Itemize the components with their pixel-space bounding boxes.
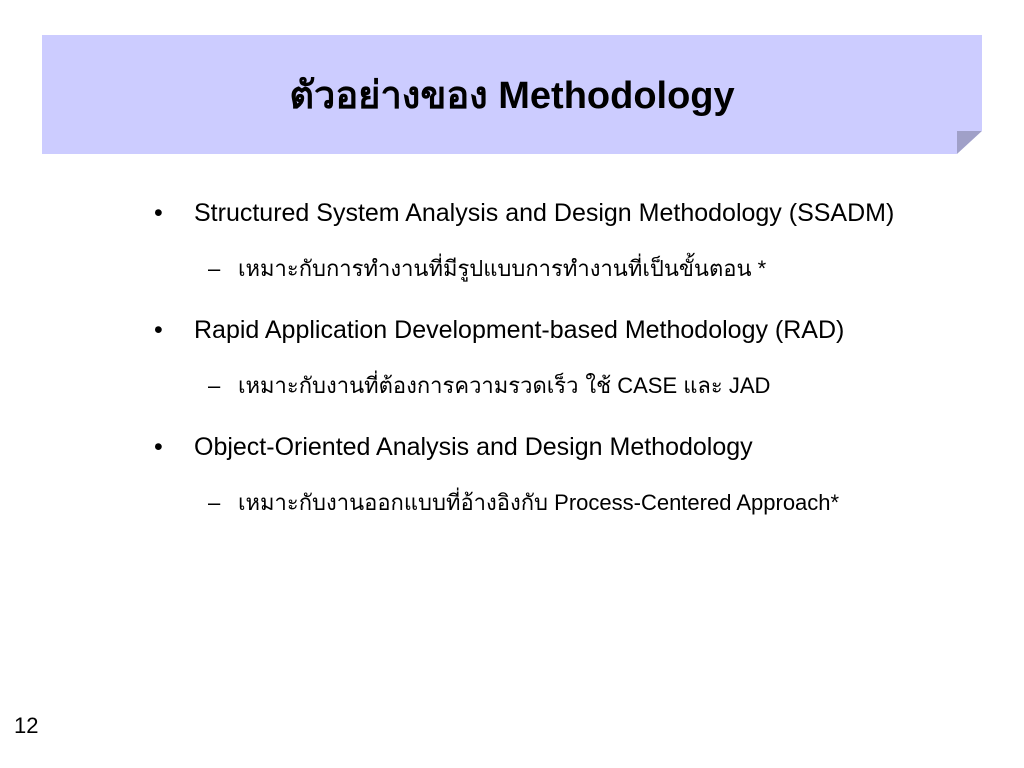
bullet-list <box>150 186 970 537</box>
sub-text-latin: Process-Centered Approach* <box>548 490 840 515</box>
slide-title: ตัวอย่างของ Methodology <box>289 75 735 117</box>
sub-text-latin: CASE และ JAD <box>611 373 771 398</box>
bullet-item-rad <box>150 303 970 358</box>
sub-text-thai: เหมาะกับการทำงานที่มีรูปแบบการทำงานที่เป็นขั้นตอน <box>238 257 752 282</box>
bullet-icon: • <box>154 433 163 461</box>
dash-icon: – <box>208 373 221 398</box>
sub-text-thai: เหมาะกับงานออกแบบที่อ้างอิงกับ <box>238 491 549 516</box>
bullet-text: Structured System Analysis and Design Methodology (SSADM) <box>194 199 895 227</box>
dash-icon: – <box>208 490 221 515</box>
bullet-icon: • <box>154 316 163 344</box>
sub-text-thai: เหมาะกับงานที่ต้องการความรวดเร็ว ใช้ <box>238 374 612 399</box>
bullet-item-ooad <box>150 420 970 475</box>
sub-item-rad <box>150 358 970 414</box>
bullet-text: Object-Oriented Analysis and Design Methodology <box>194 433 753 461</box>
bullet-icon: • <box>154 199 163 227</box>
sub-item-ssadm <box>150 241 970 297</box>
sub-item-ooad <box>150 475 970 531</box>
bullet-item-ssadm <box>150 186 970 241</box>
bullet-text: Rapid Application Development-based Methodology (RAD) <box>194 316 845 344</box>
page-number: 12 <box>14 713 39 738</box>
sub-text-latin: * <box>751 256 767 281</box>
dash-icon: – <box>208 256 221 281</box>
